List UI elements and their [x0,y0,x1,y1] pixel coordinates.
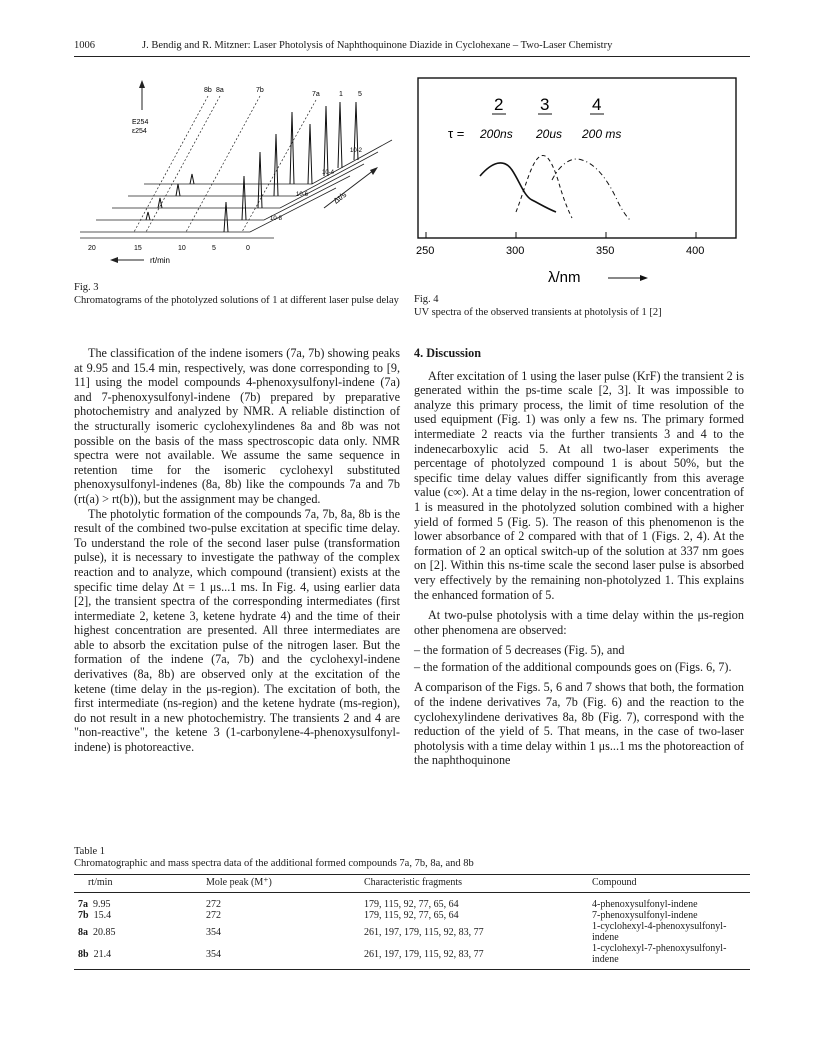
fig4-spectrum-4 [552,159,630,220]
fig4-tau-200ns: 200ns [480,127,513,141]
fig3-xtick-10: 10 [178,245,186,252]
fig3-xtick-0: 0 [246,245,250,252]
left-column [74,346,400,755]
figure-3-chromatogram-plot [74,72,404,272]
fig4-compound-2: 2 [494,95,504,114]
table-1 [74,874,750,970]
row-mole-peak: 272 [206,910,221,921]
fig3-peak-label-5: 5 [358,91,362,98]
fig4-compound-3: 3 [540,95,550,114]
table-1-caption: Chromatographic and mass spectra data of the additional formed compounds 7a, 7b, 8a, and 8b [74,858,474,869]
header-rule [74,56,750,57]
table-header-fragments: Characteristic fragments [360,875,588,893]
row-mole-peak: 354 [206,926,221,938]
running-header [74,40,750,56]
left-paragraph-2: The photolytic formation of the compounds 7a, 7b, 8a, 8b is the result of the combined two-pulse excitation at specific time delay. To understand the role of the second laser pulse (transformation pulse), it is necessary to investigate the pathway of the complex reaction and to analyze, which compound (transient) exists at the specific time delay Δt = 1 μs...1 ms. In Fig. 4, using earlier data [2], the transient spectra of the corresponding intermediates (first intermediate 2, ketene 3, ketene hydrate 4) and the time of their highest concentration are presented. All three intermediates are able to absorb the excitation pulse of the nitrogen laser. But the formation of the indene (7a, 7b) and the cyclohexyl-indene derivatives (8a, 8b) are observed only at the excitation of the ketene (time delay in the μs-region). The excitation of both, the first intermediate (ns-region) and the ketene hydrate (ms-region), do not result in a new photochemistry. The transients 2 and 4 are "non-reactive", the ketene 3 (1-carbonylene-4-phenoxysulfonyl-indene) is photoreactive. [74,506,400,755]
table-row [74,893,750,911]
row-mole-peak: 272 [206,899,221,910]
fig4-xtick-250: 250 [416,245,435,257]
table-header-mole-peak: Mole peak (M⁺) [202,875,360,893]
table-header-rt: rt/min [74,875,202,893]
fig3-peak-label-1: 1 [339,91,343,98]
fig4-tau-20us: 20us [536,127,563,141]
fig3-xtick-5: 5 [212,245,216,252]
table-header-row [74,875,750,893]
fig4-tau-200ms: 200 ms [582,127,622,141]
table-header-compound: Compound [588,875,750,893]
figure-3-caption: Chromatograms of the photolyzed solutions of 1 at different laser pulse delay [74,295,399,306]
fig3-delay-tick-4: 10-8 [270,216,283,222]
fig3-xtick-15: 15 [134,245,142,252]
fig4-spectrum-3 [516,155,572,218]
fig4-spectrum-2 [480,163,556,212]
row-rt: 20.85 [93,926,116,938]
fig3-xaxis-label: rt/min [150,256,170,265]
fig3-delay-tick-2: 10-4 [322,170,335,176]
fig3-delay-axis-label: Δt/s [331,189,349,206]
row-fragments: 179, 115, 92, 77, 65, 64 [364,910,459,921]
fig4-compound-4: 4 [592,95,602,114]
page-number: 1006 [74,40,95,51]
right-paragraph-2: At two-pulse photolysis with a time delay within the μs-region other phenomena are observed: [414,608,744,637]
fig3-peak-label-7a: 7a [312,91,320,98]
table-row [74,910,750,921]
row-fragments: 261, 197, 179, 115, 92, 83, 77 [360,943,588,970]
section-heading-discussion: 4. Discussion [414,346,482,360]
fig3-ylabel-e: E254 [132,119,149,126]
table-1-label: Table 1 [74,846,106,857]
row-compound: 1-cyclohexyl-7-phenoxysulfonyl-indene [588,943,750,970]
figure-3-label: Fig. 3 [74,282,99,293]
table-1-caption-block [74,846,750,870]
row-id: 8b [78,948,89,960]
row-id: 7b [78,910,89,921]
list-item: – the formation of 5 decreases (Fig. 5), and [414,643,625,658]
fig3-delay-tick-1: 10-2 [350,148,363,154]
left-paragraph-1: The classification of the indene isomers (7a, 7b) showing peaks at 9.95 and 15.4 min, respectively, was done corresponding to [9, 11] using the model compounds 4-phenoxysulfonyl-indene (7a) and 7-phenoxysulfonyl-indene (7b) prepared by preparative photochemistry and analyzed by NMR. A reliable distinction of the structurally isomeric cyclohexylindenes 8a and 8b was not possible on the basis of the mass spectroscopic data only. NMR spectra were not available. We assume the same sequence in retention time for the isomeric cyclohexyl substituted phenoxysulfonyl-indenes (8a, 8b) like the compounds 7a and 7b (rt(a) > rt(b)), but the assignment may be changed. [74,346,400,506]
row-rt: 9.95 [93,899,111,910]
fig4-xtick-300: 300 [506,245,525,257]
figure-4-uv-spectra-plot [412,72,744,292]
fig4-xtick-400: 400 [686,245,705,257]
row-rt: 15.4 [93,910,112,921]
right-bullet-list [414,643,744,674]
row-compound: 7-phenoxysulfonyl-indene [592,910,698,921]
fig4-xtick-350: 350 [596,245,615,257]
row-fragments: 179, 115, 92, 77, 65, 64 [364,899,459,910]
fig3-xtick-20: 20 [88,245,96,252]
fig3-ylabel-eps: ε254 [132,128,147,135]
list-item: – the formation of the additional compounds goes on (Figs. 6, 7). [414,659,732,674]
fig3-peak-label-7b: 7b [256,87,264,94]
figure-4-caption: UV spectra of the observed transients at photolysis of 1 [2] [414,307,662,318]
fig4-xaxis-label: λ/nm [548,269,581,286]
figure-3 [74,72,404,272]
table-row [74,943,750,970]
row-mole-peak: 354 [202,943,360,970]
row-rt: 21.4 [93,948,112,960]
figure-4 [412,72,744,292]
row-compound: 4-phenoxysulfonyl-indene [592,899,698,910]
right-paragraph-3: A comparison of the Figs. 5, 6 and 7 shows that both, the formation of the indene derivatives 7a, 7b (Fig. 6) and the reaction to the cyclohexylindene derivatives 8a, 8b (Fig. 7), correspond with the reduction of the yield of 5. That means, in the case of two-laser photolysis with a time delay within 1 μs...1 ms the photoreaction of the naphthoquinone [414,680,744,768]
running-title: J. Bendig and R. Mitzner: Laser Photolysis of Naphthoquinone Diazide in Cyclohexane – Two-Laser Chemistry [142,40,613,51]
fig3-peak-label-8a: 8a [216,87,224,94]
row-fragments: 261, 197, 179, 115, 92, 83, 77 [364,926,484,938]
fig3-delay-tick-3: 10-6 [296,192,309,198]
row-id: 7a [78,899,88,910]
table-row [74,921,750,943]
right-column [414,346,744,768]
row-compound: 1-cyclohexyl-4-phenoxysulfonyl-indene [592,921,727,943]
fig3-peak-label-8b: 8b [204,87,212,94]
right-paragraph-1: After excitation of 1 using the laser pulse (KrF) the transient 2 is generated within the ps-time scale [2, 3]. It was impossible to analyze this primary process, the limit of time resolution of the used equipment (Fig. 1) was only a few ns. The primary formed intermediate 2 reacts via the further transients 3 and 4 to the indenecarboxylic acid 5. At all two-laser experiments the percentage of photolyzed compound 1 is about 50%, but the specific time delay values differ significantly from this average value (c∞). At a time delay in the ns-region, lower concentration of 1 is measured in the photolyzed solution combined with a higher yield of formed 5 (Fig. 5). The reason of this phenomenon is the lower absorbance of 2 compared with that of 1 (Figs. 2, 4). At the formation of 2 an optical switch-up of the solution at 337 nm goes on [2]. Within this ns-time scale the second laser pulse is absorbed very effectively by the remaining non-photolyzed 1. This explains the enhanced formation of 5. [414,368,744,602]
fig4-tau-label: τ = [448,126,465,141]
row-id: 8a [78,926,88,938]
figure-4-label: Fig. 4 [414,294,439,305]
